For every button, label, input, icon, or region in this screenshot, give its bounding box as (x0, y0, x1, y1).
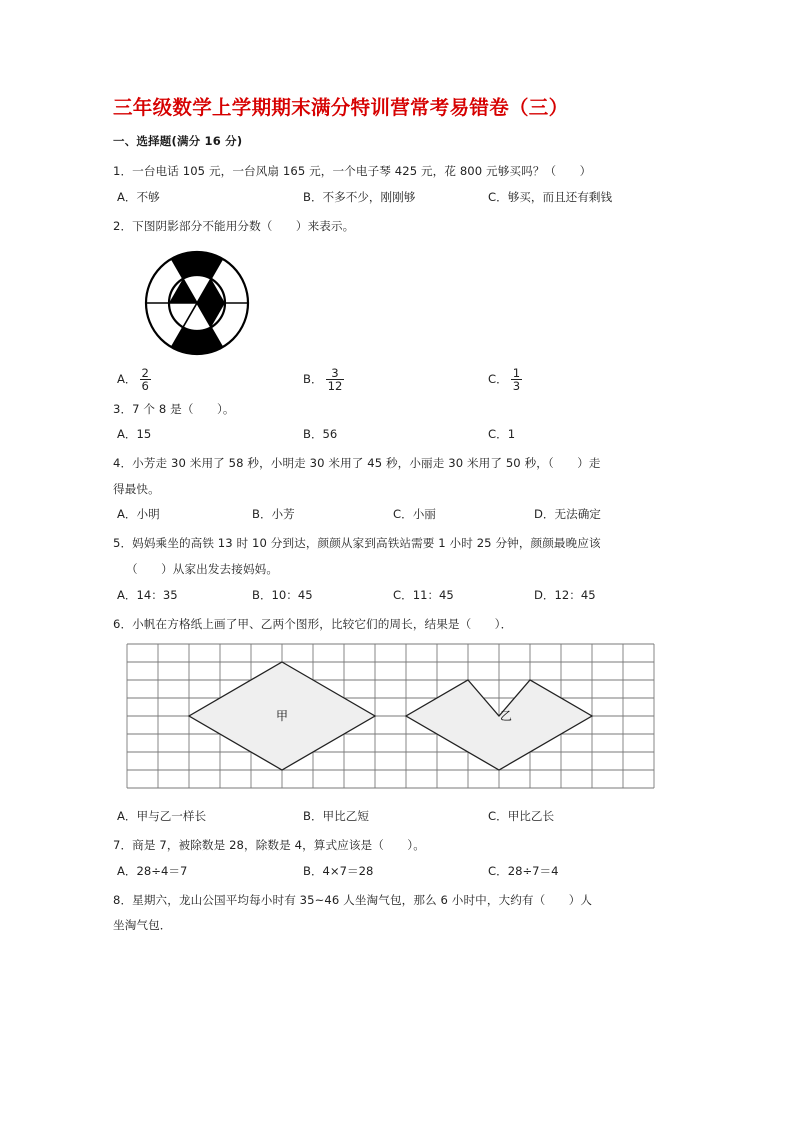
question-6-options (113, 805, 683, 827)
question-5-option-a[interactable]: A．14：35 (117, 587, 178, 602)
question-1-option-a[interactable]: A．不够 (117, 189, 160, 204)
shaded-circle-figure (141, 247, 683, 363)
question-3-option-c[interactable]: C．1 (488, 427, 516, 442)
fraction-denominator: 12 (327, 378, 343, 393)
fraction-denominator: 6 (141, 378, 149, 393)
question-3-option-a[interactable]: A．15 (117, 427, 152, 442)
question-2-text: 2．下图阴影部分不能用分数（ ）来表示。 (113, 218, 355, 233)
question-7-text: 7．商是 7，被除数是 28，除数是 4，算式应该是（ ）。 (113, 838, 425, 853)
question-7-option-c[interactable]: C．28÷7＝4 (488, 863, 559, 878)
question-4-text-line2: 得最快。 (113, 481, 160, 496)
question-1-option-b[interactable]: B．不多不少，刚刚够 (303, 189, 416, 204)
question-5-option-b[interactable]: B．10：45 (252, 587, 313, 602)
shaded-circle-svg (141, 247, 253, 359)
question-6-text: 6．小帆在方格纸上画了甲、乙两个图形，比较它们的周长，结果是（ ）． (113, 616, 513, 631)
question-1-options (113, 186, 683, 208)
question-2-options (113, 365, 683, 393)
question-2-option-a[interactable] (117, 367, 151, 392)
question-3-option-b[interactable]: B．56 (303, 427, 338, 442)
question-4-option-b[interactable]: B．小芳 (252, 507, 295, 522)
question-3-text: 3．7 个 8 是（ ）。 (113, 401, 235, 416)
question-4-option-a[interactable]: A．小明 (117, 507, 160, 522)
question-2-option-c-fraction (511, 367, 522, 392)
question-5-text: 5．妈妈乘坐的高铁 13 时 10 分到达，颜颜从家到高铁站需要 1 小时 25 分钟，颜颜最晚应该 (113, 536, 601, 551)
question-5-option-d[interactable]: D．12：45 (534, 587, 596, 602)
question-7-option-b[interactable]: B．4×7＝28 (303, 863, 374, 878)
question-4-option-d[interactable]: D．无法确定 (534, 507, 601, 522)
question-2-option-c[interactable] (488, 367, 522, 392)
grid-shapes-figure (126, 643, 683, 799)
question-8-text-line2: 坐淘气包． (113, 918, 172, 933)
fraction-numerator: 3 (331, 365, 339, 380)
question-2-option-b-fraction (326, 367, 345, 392)
question-1-option-c[interactable]: C．够买，而且还有剩钱 (488, 189, 613, 204)
fraction-denominator: 3 (512, 378, 521, 393)
question-2-option-a-prefix: A． (117, 371, 137, 386)
question-2-option-b[interactable] (303, 367, 344, 392)
question-4-options (113, 503, 683, 525)
question-1-text: 1．一台电话 105 元，一台风扇 165 元，一个电子琴 425 元，花 800 元够买吗？（ ） (113, 164, 592, 179)
question-5-text-line2: （ ）从家出发去接妈妈。 (126, 561, 279, 576)
question-5-options (113, 584, 683, 606)
question-6-option-a[interactable]: A．甲与乙一样长 (117, 809, 207, 824)
question-4-option-c[interactable]: C．小丽 (393, 507, 436, 522)
page-title: 三年级数学上学期期末满分特训营常考易错卷（三） (113, 96, 569, 119)
fraction-numerator: 1 (512, 365, 521, 380)
shape-jia-label: 甲 (275, 709, 289, 724)
page-content (113, 96, 683, 940)
question-2-option-b-prefix: B． (303, 371, 323, 386)
fraction-numerator: 2 (141, 365, 149, 380)
question-2-option-c-prefix: C． (488, 371, 508, 386)
section-heading: 一、选择题(满分 16 分) (113, 134, 243, 149)
question-5-option-c[interactable]: C．11：45 (393, 587, 454, 602)
grid-shapes-svg (126, 643, 669, 795)
question-4-text: 4．小芳走 30 米用了 58 秒，小明走 30 米用了 45 秒，小丽走 30 米用了 50 秒，（ ）走 (113, 456, 601, 471)
question-3-options (113, 423, 683, 445)
question-2-option-a-fraction (140, 367, 151, 392)
question-6-option-b[interactable]: B．甲比乙短 (303, 809, 369, 824)
question-7-option-a[interactable]: A．28÷4＝7 (117, 863, 188, 878)
question-7-options (113, 860, 683, 882)
question-6-option-c[interactable]: C．甲比乙长 (488, 809, 555, 824)
question-8-text: 8．星期六，龙山公国平均每小时有 35~46 人坐淘气包，那么 6 小时中，大约有（ ）人 (113, 892, 593, 907)
shape-yi-label: 乙 (499, 709, 513, 724)
